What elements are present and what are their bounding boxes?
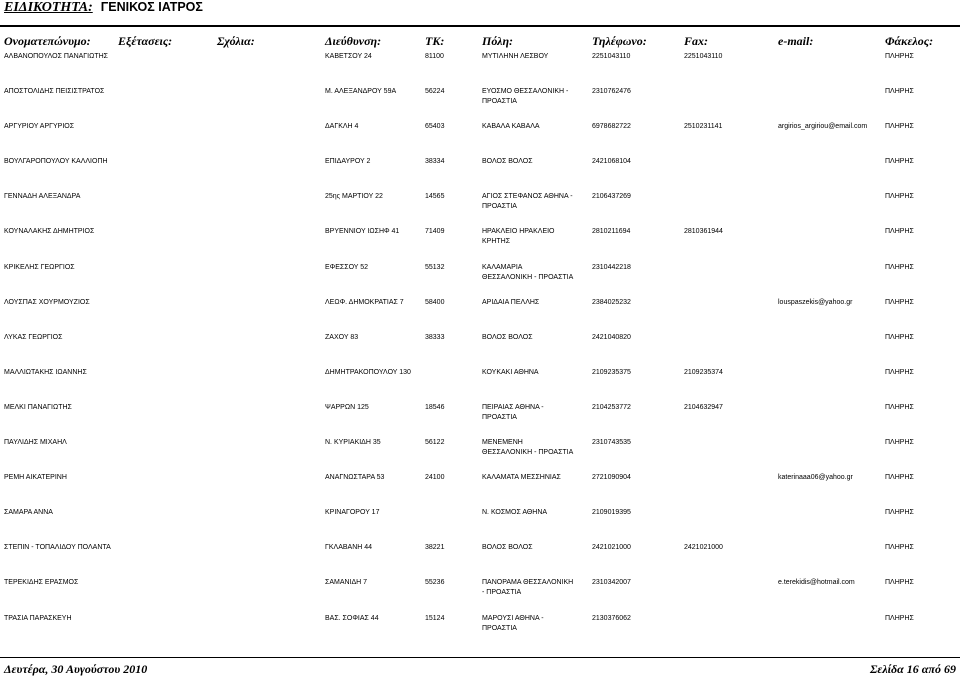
cell-fax: 2510231141 [684, 123, 723, 131]
cell-address: ΔΗΜΗΤΡΑΚΟΠΟΥΛΟΥ 130 [325, 368, 411, 376]
col-header-phone: Τηλέφωνο: [592, 34, 647, 48]
cell-folder: ΠΛΗΡΗΣ [885, 53, 914, 60]
cell-address: Μ. ΑΛΕΞΑΝΔΡΟΥ 59Α [325, 88, 397, 96]
cell-name: ΤΡΑΣΙΑ ΠΑΡΑΣΚΕΥΗ [4, 614, 72, 622]
cell-tk: 65403 [425, 123, 445, 131]
table-row [0, 52, 960, 87]
cell-name: ΣΤΕΠΙΝ - ΤΟΠΑΛΙΔΟΥ ΠΟΛΑΝΤΑ [4, 544, 111, 552]
cell-tk: 38333 [425, 333, 445, 341]
table-row [0, 403, 960, 438]
cell-folder: ΠΛΗΡΗΣ [885, 88, 914, 96]
cell-tk: 14565 [425, 193, 445, 201]
cell-phone: 2310342007 [592, 579, 631, 587]
cell-name: ΡΕΜΗ ΑΙΚΑΤΕΡΙΝΗ [4, 474, 67, 482]
cell-phone: 2310762476 [592, 88, 631, 96]
col-header-notes: Σχόλια: [217, 34, 255, 48]
cell-tk: 81100 [425, 53, 444, 60]
cell-name: ΑΡΓΥΡΙΟΥ ΑΡΓΥΡΙΟΣ [4, 123, 75, 131]
cell-tk: 71409 [425, 228, 445, 236]
cell-address: ΒΑΣ. ΣΟΦΙΑΣ 44 [325, 614, 379, 622]
cell-tk: 15124 [425, 614, 445, 622]
cell-name: ΚΡΙΚΕΛΗΣ ΓΕΩΡΓΙΟΣ [4, 263, 75, 271]
header-rule [0, 25, 960, 27]
cell-folder: ΠΛΗΡΗΣ [885, 474, 914, 482]
cell-city: Ν. ΚΟΣΜΟΣ ΑΘΗΝΑ [482, 509, 548, 517]
cell-phone: 2104253772 [592, 403, 631, 411]
cell-name: ΛΥΚΑΣ ΓΕΩΡΓΙΟΣ [4, 333, 63, 341]
cell-address: ΑΝΑΓΝΩΣΤΑΡΑ 53 [325, 474, 385, 482]
cell-phone: 6978682722 [592, 123, 631, 131]
cell-folder: ΠΛΗΡΗΣ [885, 263, 914, 271]
footer-page-number: Σελίδα 16 από 69 [870, 662, 956, 676]
cell-tk: 58400 [425, 298, 445, 306]
cell-city: ΠΕΙΡΑΙΑΣ ΑΘΗΝΑ - ΠΡΟΑΣΤΙΑ [482, 403, 544, 421]
col-header-exams: Εξέτασεις: [118, 34, 173, 48]
cell-city: ΗΡΑΚΛΕΙΟ ΗΡΑΚΛΕΙΟ ΚΡΗΤΗΣ [482, 228, 555, 246]
table-row [0, 543, 960, 578]
table-row [0, 333, 960, 368]
table-row [0, 614, 960, 649]
cell-city: ΚΟΥΚΑΚΙ ΑΘΗΝΑ [482, 368, 539, 376]
cell-phone: 2421068104 [592, 158, 631, 166]
cell-phone: 2421021000 [592, 544, 631, 552]
table-row [0, 192, 960, 227]
cell-address: ΨΑΡΡΩΝ 125 [325, 403, 369, 411]
cell-fax: 2109235374 [684, 368, 723, 376]
cell-phone: 2310442218 [592, 263, 631, 271]
cell-folder: ΠΛΗΡΗΣ [885, 298, 914, 306]
table-row [0, 122, 960, 157]
cell-city: ΒΟΛΟΣ ΒΟΛΟΣ [482, 544, 533, 552]
cell-city: ΠΑΝΟΡΑΜΑ ΘΕΣΣΑΛΟΝΙΚΗ - ΠΡΟΑΣΤΙΑ [482, 579, 574, 597]
cell-fax: 2421021000 [684, 544, 723, 552]
cell-city: ΒΟΛΟΣ ΒΟΛΟΣ [482, 158, 533, 166]
table-row [0, 157, 960, 192]
cell-fax: 2251043110 [684, 53, 723, 60]
cell-name: ΠΑΥΛΙΔΗΣ ΜΙΧΑΗΛ [4, 439, 67, 447]
cell-folder: ΠΛΗΡΗΣ [885, 579, 914, 587]
col-header-fax: Fax: [684, 34, 708, 48]
cell-city: ΜΕΝΕΜΕΝΗ ΘΕΣΣΑΛΟΝΙΚΗ - ΠΡΟΑΣΤΙΑ [482, 439, 574, 457]
cell-phone: 2109235375 [592, 368, 631, 376]
cell-phone: 2384025232 [592, 298, 631, 306]
cell-folder: ΠΛΗΡΗΣ [885, 544, 914, 552]
cell-phone: 2810211694 [592, 228, 631, 236]
cell-folder: ΠΛΗΡΗΣ [885, 403, 914, 411]
table-row [0, 298, 960, 333]
cell-city: ΑΓΙΟΣ ΣΤΕΦΑΝΟΣ ΑΘΗΝΑ - ΠΡΟΑΣΤΙΑ [482, 193, 573, 211]
cell-name: ΜΕΛΚΙ ΠΑΝΑΓΙΩΤΗΣ [4, 403, 72, 411]
cell-name: ΜΑΛΛΙΩΤΑΚΗΣ ΙΩΑΝΝΗΣ [4, 368, 87, 376]
table-row [0, 87, 960, 122]
col-header-name: Ονοματεπώνυμο: [4, 34, 91, 48]
cell-folder: ΠΛΗΡΗΣ [885, 228, 914, 236]
cell-city: ΚΑΛΑΜΑΡΙΑ ΘΕΣΣΑΛΟΝΙΚΗ - ΠΡΟΑΣΤΙΑ [482, 263, 574, 281]
cell-address: 25ης ΜΑΡΤΙΟΥ 22 [325, 193, 383, 201]
cell-folder: ΠΛΗΡΗΣ [885, 193, 914, 201]
cell-address: ΚΑΒΕΤΣΟΥ 24 [325, 53, 372, 60]
cell-address: ΓΚΛΑΒΑΝΗ 44 [325, 544, 373, 552]
doctor-table [0, 52, 960, 649]
cell-phone: 2109019395 [592, 509, 631, 517]
cell-city: ΚΑΒΑΛΑ ΚΑΒΑΛΑ [482, 123, 540, 131]
col-header-tk: ΤΚ: [425, 34, 445, 48]
cell-name: ΒΟΥΛΓΑΡΟΠΟΥΛΟΥ ΚΑΛΛΙΟΠΗ [4, 158, 108, 166]
cell-address: ΒΡΥΕΝΝΙΟΥ ΙΩΣΗΦ 41 [325, 228, 400, 236]
cell-tk: 38221 [425, 544, 445, 552]
cell-tk: 56224 [425, 88, 445, 96]
table-row [0, 508, 960, 543]
cell-address: ΛΕΩΦ. ΔΗΜΟΚΡΑΤΙΑΣ 7 [325, 298, 404, 306]
table-row [0, 438, 960, 473]
cell-folder: ΠΛΗΡΗΣ [885, 368, 914, 376]
cell-folder: ΠΛΗΡΗΣ [885, 439, 914, 447]
footer-date: Δευτέρα, 30 Αυγούστου 2010 [4, 662, 148, 676]
cell-name: ΣΑΜΑΡΑ ΑΝΝΑ [4, 509, 53, 517]
cell-name: ΑΠΟΣΤΟΛΙΔΗΣ ΠΕΙΣΙΣΤΡΑΤΟΣ [4, 88, 105, 96]
col-header-folder: Φάκελος: [885, 34, 934, 48]
cell-fax: 2810361944 [684, 228, 723, 236]
cell-city: ΚΑΛΑΜΑΤΑ ΜΕΣΣΗΝΙΑΣ [482, 474, 561, 482]
cell-phone: 2130376062 [592, 614, 631, 622]
cell-folder: ΠΛΗΡΗΣ [885, 614, 914, 622]
cell-address: ΕΦΕΣΣΟΥ 52 [325, 263, 369, 271]
cell-fax: 2104632947 [684, 403, 723, 411]
cell-phone: 2421040820 [592, 333, 631, 341]
cell-folder: ΠΛΗΡΗΣ [885, 333, 914, 341]
cell-address: ΖΑΧΟΥ 83 [325, 333, 359, 341]
cell-phone: 2251043110 [592, 53, 631, 60]
cell-tk: 56122 [425, 439, 445, 447]
table-row [0, 368, 960, 403]
table-row [0, 473, 960, 508]
cell-name: ΛΟΥΣΠΑΣ ΧΟΥΡΜΟΥΖΙΟΣ [4, 298, 90, 306]
specialty-heading [4, 0, 203, 16]
cell-city: ΜΥΤΙΛΗΝΗ ΛΕΣΒΟΥ [482, 53, 549, 60]
table-row [0, 578, 960, 613]
cell-phone: 2310743535 [592, 439, 631, 447]
footer-rule [0, 657, 960, 658]
cell-address: ΔΑΓΚΛΗ 4 [325, 123, 359, 131]
cell-tk: 38334 [425, 158, 445, 166]
cell-address: ΣΑΜΑΝΙΔΗ 7 [325, 579, 368, 587]
cell-phone: 2106437269 [592, 193, 631, 201]
cell-phone: 2721090904 [592, 474, 631, 482]
cell-email: argirios_argiriou@email.com [778, 123, 868, 131]
cell-tk: 55236 [425, 579, 445, 587]
cell-tk: 18546 [425, 403, 445, 411]
specialty-label: ΕΙΔΙΚΟΤΗΤΑ: [4, 0, 93, 15]
col-header-city: Πόλη: [482, 34, 514, 48]
cell-email: louspaszekis@yahoo.gr [778, 298, 853, 306]
cell-name: ΑΛΒΑΝΟΠΟΥΛΟΣ ΠΑΝΑΓΙΩΤΗΣ [4, 53, 108, 60]
cell-address: Ν. ΚΥΡΙΑΚΙΔΗ 35 [325, 439, 381, 447]
cell-folder: ΠΛΗΡΗΣ [885, 123, 914, 131]
cell-name: ΓΕΝΝΑΔΗ ΑΛΕΞΑΝΔΡΑ [4, 193, 81, 201]
cell-tk: 55132 [425, 263, 445, 271]
cell-name: ΤΕΡΕΚΙΔΗΣ ΕΡΑΣΜΟΣ [4, 579, 79, 587]
cell-city: ΒΟΛΟΣ ΒΟΛΟΣ [482, 333, 533, 341]
specialty-value: ΓΕΝΙΚΟΣ ΙΑΤΡΟΣ [100, 0, 203, 14]
cell-tk: 24100 [425, 474, 445, 482]
cell-address: ΕΠΙΔΑΥΡΟΥ 2 [325, 158, 371, 166]
cell-folder: ΠΛΗΡΗΣ [885, 509, 914, 517]
cell-city: ΑΡΙΔΑΙΑ ΠΕΛΛΗΣ [482, 298, 540, 306]
table-row [0, 227, 960, 262]
cell-name: ΚΟΥΝΑΛΑΚΗΣ ΔΗΜΗΤΡΙΟΣ [4, 228, 95, 236]
cell-email: katerinaaa06@yahoo.gr [778, 474, 853, 482]
col-header-address: Διεύθυνση: [325, 34, 382, 48]
cell-city: ΜΑΡΟΥΣΙ ΑΘΗΝΑ - ΠΡΟΑΣΤΙΑ [482, 614, 544, 632]
cell-address: ΚΡΙΝΑΓΟΡΟΥ 17 [325, 509, 380, 517]
cell-email: e.terekidis@hotmail.com [778, 579, 855, 587]
col-header-email: e-mail: [778, 34, 814, 48]
table-row [0, 263, 960, 298]
cell-folder: ΠΛΗΡΗΣ [885, 158, 914, 166]
cell-city: ΕΥΟΣΜΟ ΘΕΣΣΑΛΟΝΙΚΗ - ΠΡΟΑΣΤΙΑ [482, 88, 569, 106]
